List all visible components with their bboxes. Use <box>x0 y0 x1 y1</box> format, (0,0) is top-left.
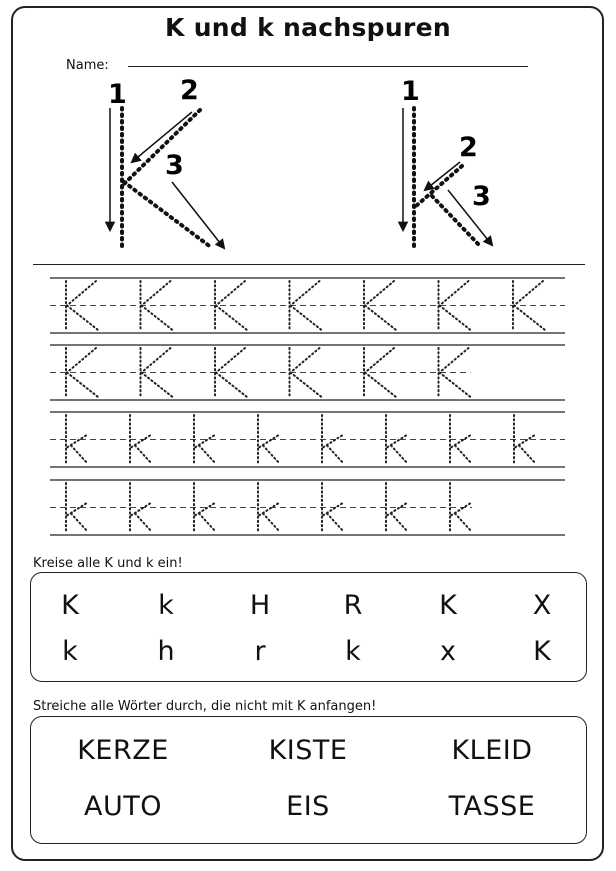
upper-step-3: 3 <box>165 150 184 181</box>
strike-word-kerze[interactable]: KERZE <box>77 735 169 766</box>
circle-letter-h[interactable]: h <box>157 636 175 667</box>
strike-word-kleid[interactable]: KLEID <box>451 735 533 766</box>
lower-step-3: 3 <box>472 181 491 212</box>
strike-instruction: Streiche alle Wörter durch, die nicht mit K anfangen! <box>33 699 377 714</box>
circle-letter-K[interactable]: K <box>439 590 457 621</box>
tracing-row[interactable] <box>50 412 565 467</box>
circle-letter-H[interactable]: H <box>249 590 271 621</box>
circle-letter-K[interactable]: K <box>533 636 551 667</box>
circle-letter-k[interactable]: k <box>62 636 78 667</box>
lower-step-1: 1 <box>401 76 420 107</box>
circle-letter-R[interactable]: R <box>343 590 363 621</box>
circle-letter-x[interactable]: x <box>440 636 456 667</box>
lower-step-2: 2 <box>459 132 478 163</box>
upper-step-2: 2 <box>180 75 199 106</box>
circle-letter-k[interactable]: k <box>345 636 361 667</box>
strike-word-eis[interactable]: EIS <box>286 791 330 822</box>
circle-letter-K[interactable]: K <box>61 590 79 621</box>
name-label: Name: <box>66 58 109 73</box>
strike-word-tasse[interactable]: TASSE <box>448 791 536 822</box>
circle-letter-X[interactable]: X <box>532 590 552 621</box>
circle-letter-r[interactable]: r <box>254 636 266 667</box>
tracing-row[interactable] <box>50 278 565 333</box>
tracing-row[interactable] <box>50 345 565 400</box>
circle-instruction: Kreise alle K und k ein! <box>33 556 183 571</box>
strike-word-kiste[interactable]: KISTE <box>268 735 348 766</box>
circle-letter-k[interactable]: k <box>158 590 174 621</box>
circle-letters-box <box>30 572 587 682</box>
strike-word-auto[interactable]: AUTO <box>84 791 162 822</box>
tracing-row[interactable] <box>50 480 565 535</box>
worksheet-title: K und k nachspuren <box>165 13 451 42</box>
upper-step-1: 1 <box>108 79 127 110</box>
